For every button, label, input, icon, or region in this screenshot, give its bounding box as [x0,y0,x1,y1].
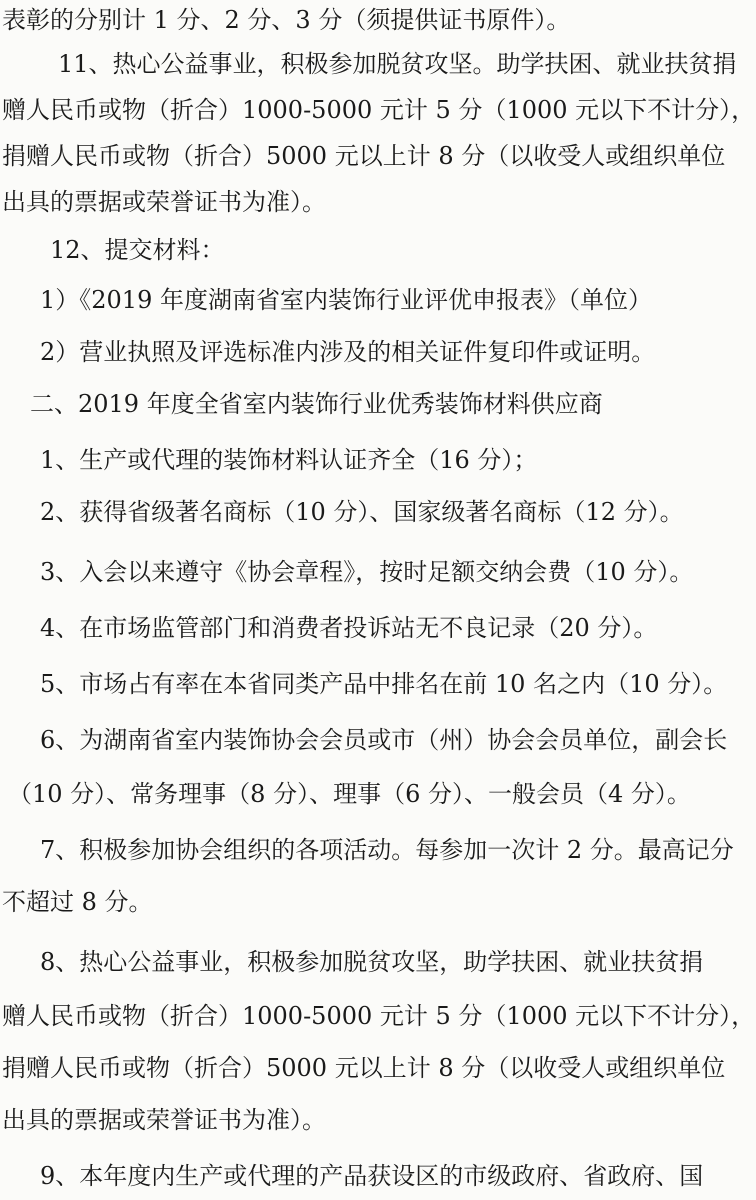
text-line: 2）营业执照及评选标准内涉及的相关证件复印件或证明。 [40,338,656,366]
text-line: 捐赠人民币或物（折合）5000 元以上计 8 分（以收受人或组织单位 [2,1054,726,1082]
text-line: 赠人民币或物（折合）1000-5000 元计 5 分（1000 元以下不计分）， [2,1002,756,1030]
text-line: 1）《2019 年度湖南省室内装饰行业评优申报表》（单位） [40,286,652,314]
text-line: 11、热心公益事业，积极参加脱贫攻坚。助学扶困、就业扶贫捐 [58,50,737,78]
text-line: 4、在市场监管部门和消费者投诉站无不良记录（20 分）。 [40,614,658,642]
section-heading: 二、2019 年度全省室内装饰行业优秀装饰材料供应商 [30,390,603,418]
text-line: 6、为湖南省室内装饰协会会员或市（州）协会会员单位，副会长 [40,726,728,754]
text-line: 8、热心公益事业，积极参加脱贫攻坚，助学扶困、就业扶贫捐 [40,948,704,976]
text-line: 赠人民币或物（折合）1000-5000 元计 5 分（1000 元以下不计分）， [2,96,756,124]
text-line: 出具的票据或荣誉证书为准）。 [2,1106,326,1134]
text-line: 不超过 8 分。 [2,888,153,916]
text-line: 5、市场占有率在本省同类产品中排名在前 10 名之内（10 分）。 [40,670,728,698]
text-line: 1、生产或代理的装饰材料认证齐全（16 分）； [40,446,538,474]
text-line: 出具的票据或荣誉证书为准）。 [2,188,326,216]
text-line: 表彰的分别计 1 分、2 分、3 分（须提供证书原件）。 [2,6,571,34]
text-line: （10 分）、常务理事（8 分）、理事（6 分）、一般会员（4 分）。 [8,780,691,808]
text-line: 12、提交材料： [50,236,225,264]
text-line: 3、入会以来遵守《协会章程》，按时足额交纳会费（10 分）。 [40,558,694,586]
text-line: 9、本年度内生产或代理的产品获设区的市级政府、省政府、国 [40,1162,704,1190]
text-line: 7、积极参加协会组织的各项活动。每参加一次计 2 分。最高记分 [40,836,734,864]
text-line: 捐赠人民币或物（折合）5000 元以上计 8 分（以收受人或组织单位 [2,142,726,170]
text-line: 2、获得省级著名商标（10 分）、国家级著名商标（12 分）。 [40,498,684,526]
